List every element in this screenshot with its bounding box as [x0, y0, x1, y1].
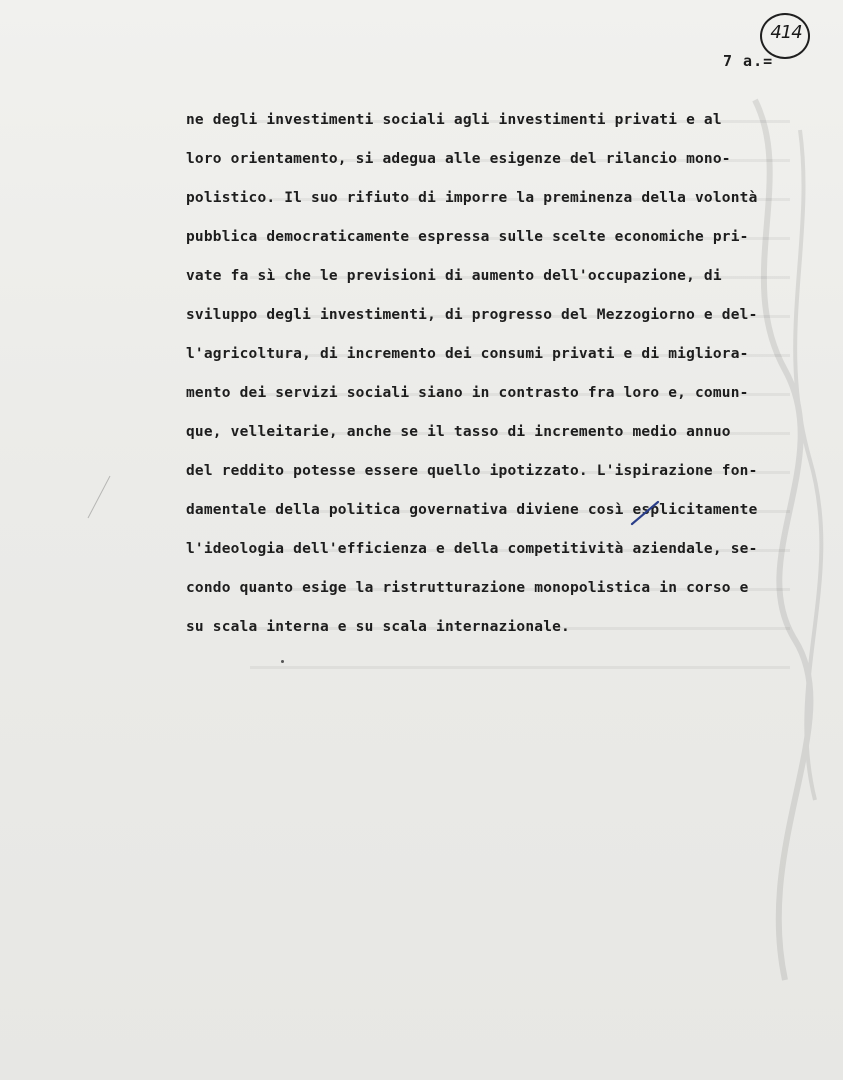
text-line: pubblica democraticamente espressa sulle scelte economiche pri-: [186, 229, 749, 245]
text-line: loro orientamento, si adegua alle esigenze del rilancio mono-: [186, 151, 731, 167]
text-line: damentale della politica governativa diviene così esplicitamente: [186, 502, 758, 518]
text-line: ne degli investimenti sociali agli investimenti privati e al: [186, 112, 722, 128]
text-line: condo quanto esige la ristrutturazione monopolistica in corso e: [186, 580, 749, 596]
text-line: l'ideologia dell'efficienza e della competitività aziendale, se-: [186, 541, 758, 557]
text-line: polistico. Il suo rifiuto di imporre la preminenza della volontà: [186, 190, 758, 206]
stray-ink-dot: [281, 660, 284, 663]
text-line: l'agricoltura, di incremento dei consumi privati e di migliora-: [186, 346, 749, 362]
text-line: sviluppo degli investimenti, di progresso del Mezzogiorno e del-: [186, 307, 758, 323]
archive-number: 414: [770, 22, 802, 43]
text-line: mento dei servizi sociali siano in contrasto fra loro e, comun-: [186, 385, 749, 401]
text-line: que, velleitarie, anche se il tasso di incremento medio annuo: [186, 424, 731, 440]
body-text: [186, 110, 826, 656]
margin-scratch-mark: [84, 472, 114, 522]
text-line: del reddito potesse essere quello ipotizzato. L'ispirazione fon-: [186, 463, 758, 479]
text-line: su scala interna e su scala internazionale.: [186, 619, 570, 635]
text-line: vate fa sì che le previsioni di aumento dell'occupazione, di: [186, 268, 722, 284]
page-number: 7 a.=: [723, 52, 774, 70]
